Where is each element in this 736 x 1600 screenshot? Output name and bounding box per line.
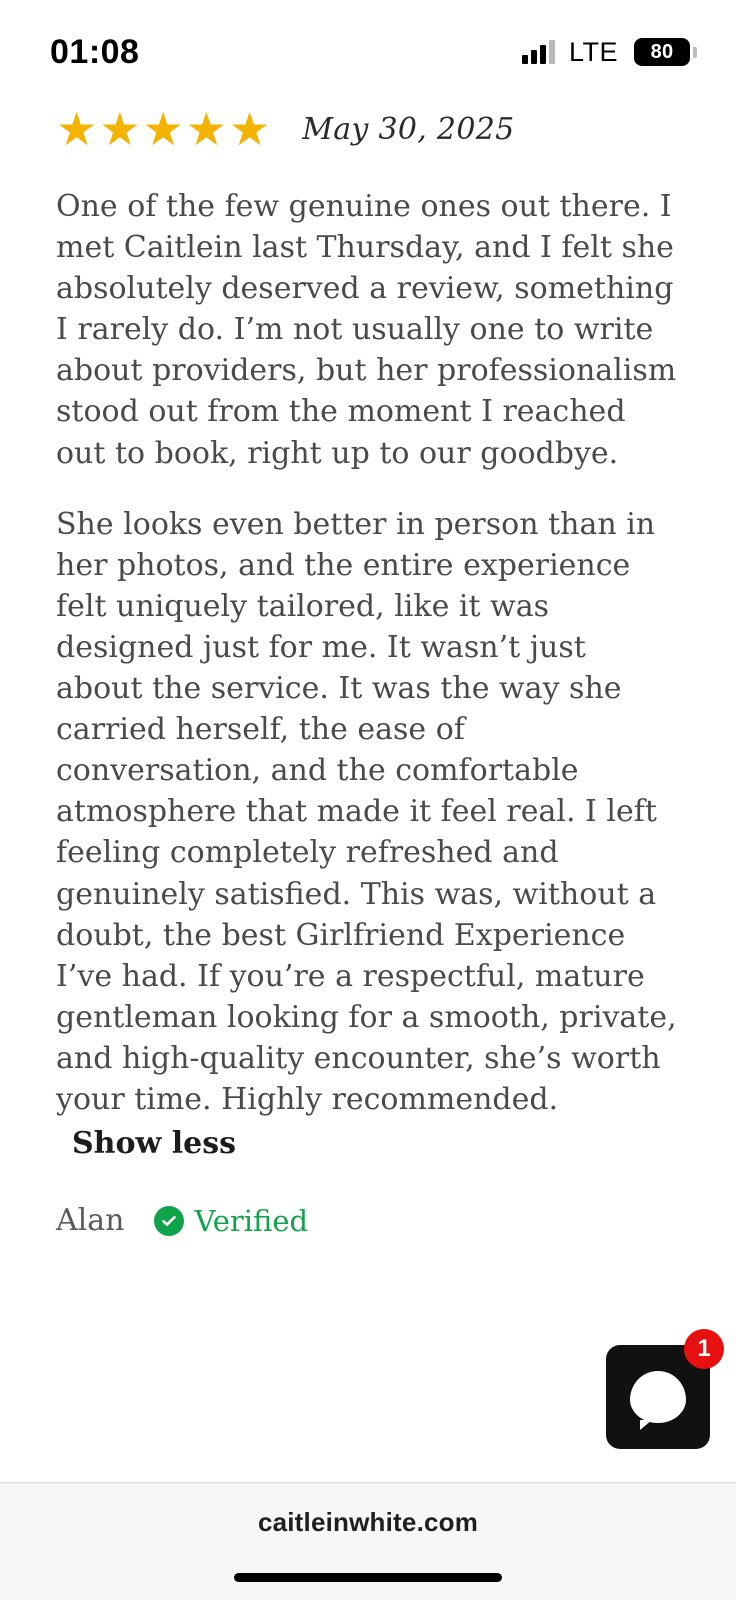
reviewer-name: Alan xyxy=(56,1203,125,1239)
battery-cap xyxy=(693,47,697,58)
reviewer-row xyxy=(56,1203,696,1238)
status-badge xyxy=(154,1204,308,1238)
show-less-button[interactable]: Show less xyxy=(72,1126,237,1162)
chat-unread-badge: 1 xyxy=(684,1329,724,1369)
review-paragraph-2: She looks even better in person than in her photos, and the entire experience felt uniquely tailored, like it was designed just for me. It wasn’t just about the service. It was the way she carried herself, the ease of conversation, and the comfortable atmosphere that made it feel real. I left feeling completely refreshed and genuinely satisfied. This was, without a doubt, the best Girlfriend Experience I’ve had. If you’re a respectful, mature gentleman looking for a smooth, private, and high-quality encounter, she’s worth your time. Highly recommended. xyxy=(56,506,677,1117)
status-bar xyxy=(0,0,736,96)
browser-bottom-bar xyxy=(0,1482,736,1600)
status-bar-time: 01:08 xyxy=(50,32,140,71)
home-indicator[interactable] xyxy=(234,1573,502,1582)
review-card xyxy=(0,96,736,1238)
site-url-label[interactable]: caitleinwhite.com xyxy=(257,1507,479,1537)
check-circle-icon xyxy=(154,1206,184,1236)
battery-level: 80 xyxy=(650,40,674,63)
review-text xyxy=(56,186,696,1120)
verified-label: Verified xyxy=(194,1203,309,1238)
status-bar-indicators xyxy=(522,29,690,68)
signal-bars-icon xyxy=(522,40,555,64)
carrier-label: LTE xyxy=(568,36,618,67)
review-header xyxy=(56,96,696,155)
review-paragraph-1: One of the few genuine ones out there. I met Caitlein last Thursday, and I felt she absolutely deserved a review, something I rarely do. I’m not usually one to write about providers, but her professionalism stood out from the moment I reached out to book, right up to our goodbye. xyxy=(56,189,677,471)
review-date: May 30, 2025 xyxy=(302,111,515,147)
chat-bubble-icon xyxy=(630,1371,686,1423)
battery-icon xyxy=(634,38,690,66)
chat-widget-button[interactable] xyxy=(606,1335,711,1449)
star-rating: ★★★★★ xyxy=(56,103,273,155)
